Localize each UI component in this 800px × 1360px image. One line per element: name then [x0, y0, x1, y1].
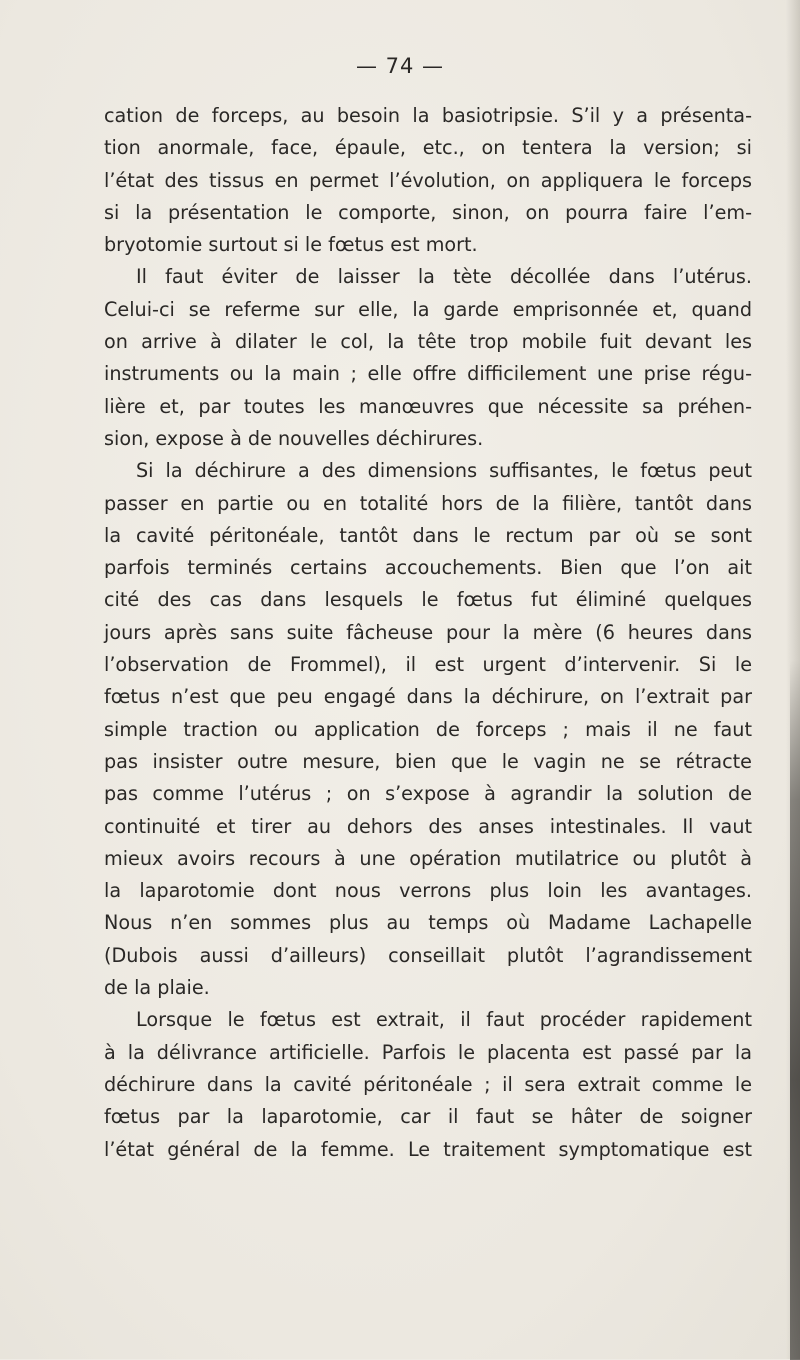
text-line: l’état général de la femme. Le traitement symptomatique est	[104, 1137, 752, 1161]
page-number: — 74 —	[355, 54, 445, 78]
text-line: jours après sans suite fâcheuse pour la mère (6 heures dans	[104, 620, 752, 644]
text-line: déchirure dans la cavité péritonéale ; il sera extrait comme le	[104, 1072, 752, 1096]
text-line: de la plaie.	[104, 976, 210, 1000]
text-line: si la présentation le comporte, sinon, on pourra faire l’em-	[104, 200, 752, 224]
text-line: (Dubois aussi d’ailleurs) conseillait plutôt l’agrandissement	[104, 943, 752, 967]
text-line: pas comme l’utérus ; on s’expose à agrandir la solution de	[104, 782, 752, 806]
text-line: bryotomie surtout si le fœtus est mort.	[104, 233, 478, 257]
text-line: fœtus n’est que peu engagé dans la déchirure, on l’extrait par	[104, 685, 752, 709]
text-line: passer en partie ou en totalité hors de la filière, tantôt dans	[104, 491, 752, 515]
text-line: l’observation de Frommel), il est urgent d’intervenir. Si le	[104, 653, 752, 677]
text-line: parfois terminés certains accouchements. Bien que l’on ait	[104, 556, 752, 580]
text-line: mieux avoirs recours à une opération mutilatrice ou plutôt à	[104, 846, 752, 870]
text-line: tion anormale, face, épaule, etc., on tentera la version; si	[104, 136, 752, 160]
text-line: Nous n’en sommes plus au temps où Madame Lachapelle	[104, 911, 752, 935]
text-line: la cavité péritonéale, tantôt dans le rectum par où se sont	[104, 523, 752, 547]
text-line: continuité et tirer au dehors des anses intestinales. Il vaut	[104, 814, 752, 838]
text-line: l’état des tissus en permet l’évolution, on appliquera le forceps	[104, 168, 752, 192]
text-line: pas insister outre mesure, bien que le vagin ne se rétracte	[104, 749, 752, 773]
text-line: cité des cas dans lesquels le fœtus fut éliminé quelques	[104, 588, 752, 612]
text-line: fœtus par la laparotomie, car il faut se hâter de soigner	[104, 1105, 752, 1129]
text-line: à la délivrance artificielle. Parfois le placenta est passé par la	[104, 1040, 752, 1064]
text-line: instruments ou la main ; elle offre difficilement une prise régu-	[104, 362, 752, 386]
text-line: Lorsque le fœtus est extrait, il faut procéder rapidement	[136, 1008, 752, 1032]
text-line: Si la déchirure a des dimensions suffisantes, le fœtus peut	[136, 459, 752, 483]
text-line: la laparotomie dont nous verrons plus loin les avantages.	[104, 879, 752, 903]
text-line: simple traction ou application de forceps ; mais il ne faut	[104, 717, 752, 741]
text-line: cation de forceps, au besoin la basiotripsie. S’il y a présenta-	[104, 104, 752, 127]
text-line: sion, expose à de nouvelles déchirures.	[104, 426, 484, 450]
body-text	[104, 100, 752, 1166]
page-edge-binding	[790, 660, 800, 1360]
text-line: on arrive à dilater le col, la tête trop mobile fuit devant les	[104, 330, 752, 354]
text-line: Il faut éviter de laisser la tète décollée dans l’utérus.	[136, 265, 752, 289]
text-line: Celui-ci se referme sur elle, la garde emprisonnée et, quand	[104, 297, 752, 321]
text-line: lière et, par toutes les manœuvres que nécessite sa préhen-	[104, 394, 752, 418]
